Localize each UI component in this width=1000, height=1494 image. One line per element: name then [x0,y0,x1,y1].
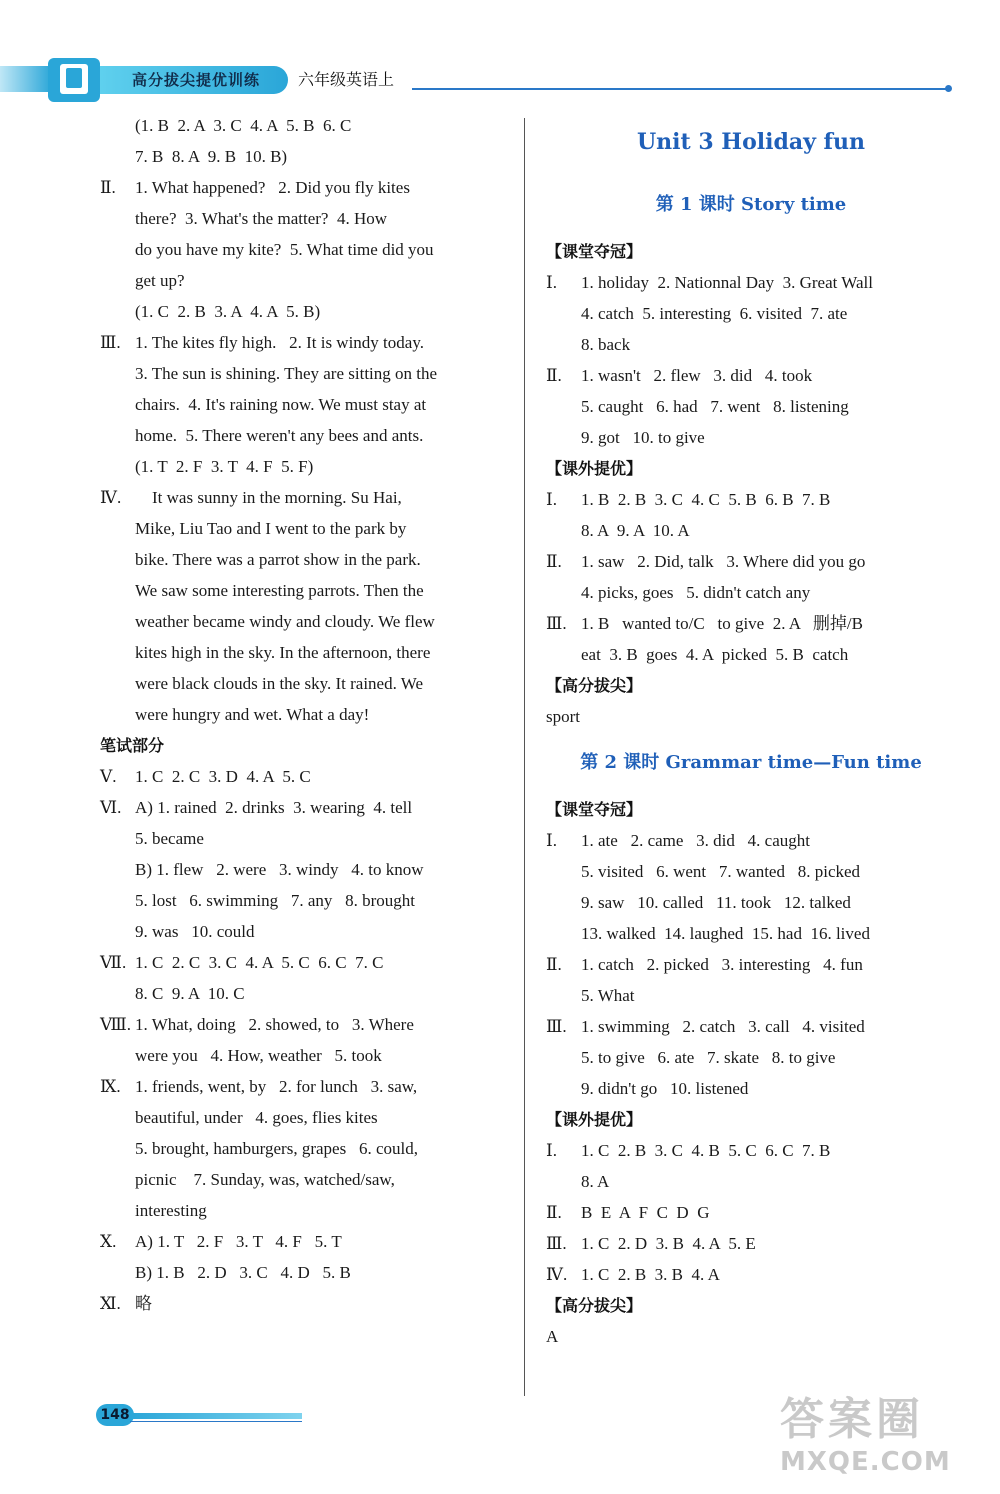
answer-line [100,265,508,296]
answer-line [546,918,956,949]
answer-line [100,1009,508,1040]
l1-top-answer: sport [546,707,580,726]
footer-rule [130,1421,302,1422]
answer-line [100,1071,508,1102]
answer-line [546,329,956,360]
answer-text: 1. holiday 2. Nationnal Day 3. Great Wall [581,273,873,292]
l2-top-answer: A [546,1327,559,1346]
answer-line [100,1040,508,1071]
header-rule [412,88,948,90]
series-title: 高分拔尖提优训练 [100,66,288,94]
answer-line [100,172,508,203]
footer-bar [130,1413,302,1419]
l2-extra-lines [546,1135,956,1290]
answer-line [546,1135,956,1166]
answer-line [100,1102,508,1133]
answer-text: were hungry and wet. What a day! [135,705,370,724]
answer-text: 5. lost 6. swimming 7. any 8. brought [135,891,416,910]
l1-class-heading: 【课堂夺冠】 [546,242,643,261]
left-answer-lines [100,110,508,730]
answer-text: 1. The kites fly high. 2. It is windy today. [135,333,424,352]
answer-line [100,482,508,513]
l2-class-lines [546,825,956,1104]
answer-line [100,947,508,978]
question-numeral: Ⅺ. [100,1294,121,1313]
watermark-url: MXQE.COM [780,1447,951,1477]
page-number: 148 [96,1404,134,1426]
question-numeral: Ⅵ. [100,798,122,817]
answer-line [546,515,956,546]
answer-line [100,916,508,947]
answer-text: 5. became [135,829,204,848]
answer-line [546,825,956,856]
answer-text: 1. C 2. C 3. D 4. A 5. C [135,767,311,786]
lesson-1-title: 第 1 课时 Story time [655,194,847,215]
answer-line [546,360,956,391]
answer-text: 5. to give 6. ate 7. skate 8. to give [581,1048,836,1067]
answer-line [100,1288,508,1319]
question-numeral: Ⅱ. [546,1203,562,1222]
question-numeral: Ⅰ. [546,1141,557,1160]
answer-text: 8. A 9. A 10. A [581,521,690,540]
answer-text: A) 1. rained 2. drinks 3. wearing 4. tell [135,798,413,817]
answer-text: get up? [135,271,185,290]
answer-text: 1. C 2. D 3. B 4. A 5. E [581,1234,756,1253]
answer-text: do you have my kite? 5. What time did you [135,240,434,259]
answer-line [100,358,508,389]
header-rule-dot [945,85,952,92]
answer-text: (1. C 2. B 3. A 4. A 5. B) [135,302,321,321]
answer-text: 3. The sun is shining. They are sitting on the [135,364,438,383]
answer-line [100,854,508,885]
page-header [0,56,1000,108]
unit-title: Unit 3 Holiday fun [636,129,866,155]
question-numeral: Ⅷ. [100,1015,132,1034]
answer-text: 9. saw 10. called 11. took 12. talked [581,893,851,912]
answer-text: 5. caught 6. had 7. went 8. listening [581,397,849,416]
answer-text: picnic 7. Sunday, was, watched/saw, [135,1170,395,1189]
answer-line [100,203,508,234]
answer-text: 8. back [581,335,631,354]
answer-line [100,1257,508,1288]
answer-line [546,1073,956,1104]
answer-text: 1. saw 2. Did, talk 3. Where did you go [581,552,866,571]
answer-text: 8. A [581,1172,610,1191]
l1-extra-lines [546,484,956,670]
answer-text: 7. B 8. A 9. B 10. B) [135,147,288,166]
answer-line [100,761,508,792]
l2-class-heading: 【课堂夺冠】 [546,800,643,819]
question-numeral: Ⅶ. [100,953,127,972]
answer-line [100,296,508,327]
answer-line [100,668,508,699]
answer-text: B) 1. flew 2. were 3. windy 4. to know [135,860,424,879]
column-divider [524,118,525,1396]
answer-text: 1. C 2. B 3. C 4. B 5. C 6. C 7. B [581,1141,831,1160]
answer-text: 略 [135,1294,152,1313]
question-numeral: Ⅳ. [546,1265,568,1284]
answer-text: there? 3. What's the matter? 4. How [135,209,387,228]
question-numeral: Ⅲ. [546,1234,567,1253]
question-numeral: Ⅱ. [546,552,562,571]
answer-text: Mike, Liu Tao and I went to the park by [135,519,407,538]
answer-text: 8. C 9. A 10. C [135,984,245,1003]
answer-text: 9. got 10. to give [581,428,705,447]
answer-line [100,234,508,265]
answer-line [546,484,956,515]
answer-line [546,1011,956,1042]
answer-line [546,546,956,577]
answer-line [100,978,508,1009]
question-numeral: Ⅱ. [100,178,116,197]
question-numeral: Ⅱ. [546,955,562,974]
answer-text: 13. walked 14. laughed 15. had 16. lived [581,924,870,943]
answer-line [546,1228,956,1259]
answer-line [100,1226,508,1257]
answer-text: 4. catch 5. interesting 6. visited 7. ate [581,304,848,323]
question-numeral: Ⅰ. [546,490,557,509]
right-column [546,110,956,1352]
answer-line [546,887,956,918]
written-section-heading: 笔试部分 [100,736,165,755]
answer-line [546,298,956,329]
answer-text: 1. B 2. B 3. C 4. C 5. B 6. B 7. B [581,490,831,509]
answer-line [100,1164,508,1195]
question-numeral: Ⅱ. [546,366,562,385]
answer-line [546,608,956,639]
answer-text: It was sunny in the morning. Su Hai, [135,488,402,507]
answer-line [100,513,508,544]
book-subtitle: 六年级英语上 [298,70,395,89]
answer-line [100,1133,508,1164]
answer-line [546,1197,956,1228]
question-numeral: Ⅸ. [100,1077,121,1096]
answer-line [546,391,956,422]
answer-line [546,639,956,670]
answer-text: B E A F C D G [581,1203,710,1222]
answer-text: eat 3. B goes 4. A picked 5. B catch [581,645,849,664]
book-icon [48,58,100,102]
answer-text: 9. was 10. could [135,922,255,941]
answer-text: 1. ate 2. came 3. did 4. caught [581,831,810,850]
question-numeral: Ⅳ. [100,488,122,507]
lesson-2-title: 第 2 课时 Grammar time—Fun time [580,752,922,773]
answer-line [100,327,508,358]
left-column [100,110,508,1319]
answer-line [100,141,508,172]
answer-text: (1. T 2. F 3. T 4. F 5. F) [135,457,314,476]
question-numeral: Ⅰ. [546,831,557,850]
answer-text: We saw some interesting parrots. Then the [135,581,424,600]
answer-line [100,885,508,916]
answer-text: were black clouds in the sky. It rained. We [135,674,424,693]
answer-line [100,544,508,575]
answer-text: 1. friends, went, by 2. for lunch 3. saw, [135,1077,418,1096]
answer-line [100,637,508,668]
answer-text: 1. C 2. B 3. B 4. A [581,1265,720,1284]
answer-line [100,389,508,420]
answer-text: B) 1. B 2. D 3. C 4. D 5. B [135,1263,351,1282]
answer-line [100,575,508,606]
answer-line [100,823,508,854]
answer-line [546,980,956,1011]
answer-text: chairs. 4. It's raining now. We must stay at [135,395,427,414]
watermark-logo-text: 答案圈 [780,1394,924,1445]
answer-line [100,1195,508,1226]
answer-text: 9. didn't go 10. listened [581,1079,749,1098]
answer-text: weather became windy and cloudy. We flew [135,612,435,631]
answer-line [100,420,508,451]
answer-line [546,577,956,608]
answer-line [546,422,956,453]
answer-text: 1. C 2. C 3. C 4. A 5. C 6. C 7. C [135,953,384,972]
answer-text: 1. wasn't 2. flew 3. did 4. took [581,366,813,385]
answer-text: 5. brought, hamburgers, grapes 6. could, [135,1139,418,1158]
question-numeral: Ⅲ. [546,614,567,633]
left-written-lines [100,761,508,1319]
answer-text: 1. B wanted to/C to give 2. A 删掉/B [581,614,863,633]
answer-text: were you 4. How, weather 5. took [135,1046,382,1065]
l2-top-heading: 【高分拔尖】 [546,1296,643,1315]
question-numeral: Ⅴ. [100,767,117,786]
l1-class-lines [546,267,956,453]
question-numeral: Ⅹ. [100,1232,117,1251]
l1-extra-heading: 【课外提优】 [546,459,643,478]
answer-text: beautiful, under 4. goes, flies kites [135,1108,378,1127]
question-numeral: Ⅲ. [546,1017,567,1036]
answer-line [546,1259,956,1290]
answer-line [100,110,508,141]
answer-line [100,699,508,730]
answer-text: 1. swimming 2. catch 3. call 4. visited [581,1017,865,1036]
question-numeral: Ⅰ. [546,273,557,292]
answer-text: (1. B 2. A 3. C 4. A 5. B 6. C [135,116,352,135]
question-numeral: Ⅲ. [100,333,121,352]
answer-text: 1. What happened? 2. Did you fly kites [135,178,410,197]
answer-line [546,856,956,887]
answer-line [100,606,508,637]
answer-line [100,451,508,482]
answer-line [546,1166,956,1197]
answer-text: 4. picks, goes 5. didn't catch any [581,583,811,602]
l1-top-heading: 【高分拔尖】 [546,676,643,695]
answer-line [100,792,508,823]
answer-line [546,267,956,298]
answer-text: 1. catch 2. picked 3. interesting 4. fun [581,955,863,974]
answer-text: 5. visited 6. went 7. wanted 8. picked [581,862,861,881]
answer-line [546,1042,956,1073]
answer-text: 1. What, doing 2. showed, to 3. Where [135,1015,414,1034]
answer-text: interesting [135,1201,207,1220]
answer-text: kites high in the sky. In the afternoon, there [135,643,431,662]
answer-text: bike. There was a parrot show in the park. [135,550,421,569]
answer-text: 5. What [581,986,635,1005]
answer-line [546,949,956,980]
header-left-bar [0,66,52,92]
answer-text: home. 5. There weren't any bees and ants. [135,426,424,445]
watermark [780,1394,980,1486]
answer-text: A) 1. T 2. F 3. T 4. F 5. T [135,1232,342,1251]
l2-extra-heading: 【课外提优】 [546,1110,643,1129]
